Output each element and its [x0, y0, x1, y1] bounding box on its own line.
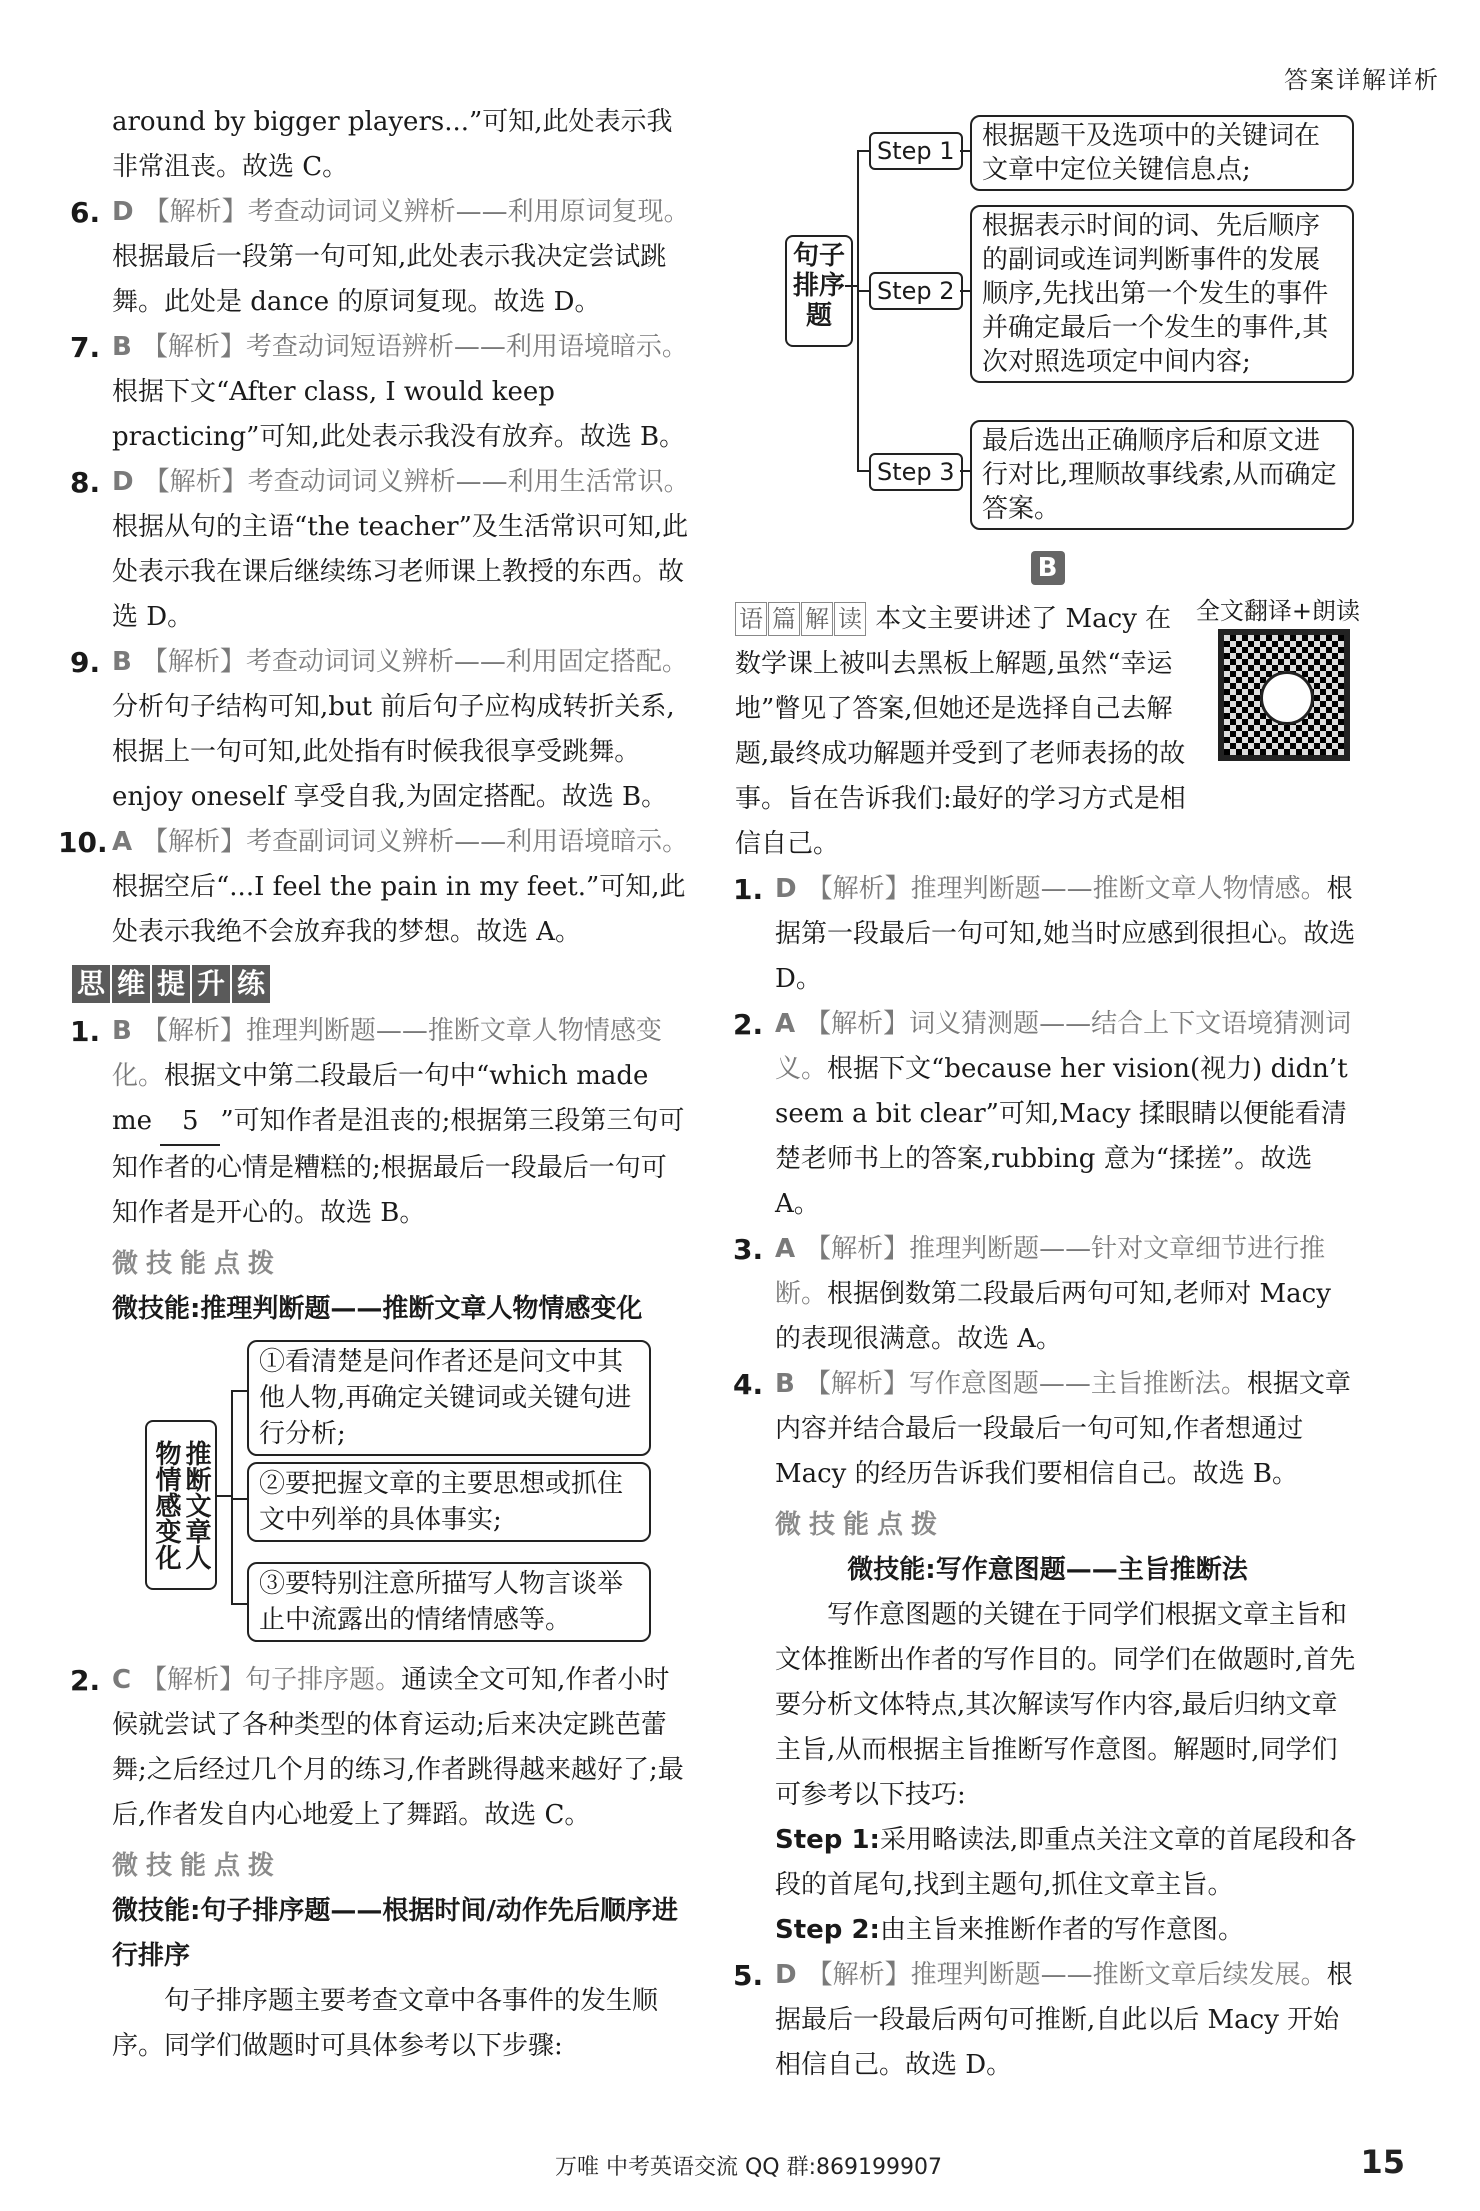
- tip-text: 写作意图题的关键在于同学们根据文章主旨和文体推断出作者的写作目的。同学们在做题时,首先要分析文体特点,其次解读写作内容,最后归纳文章主旨,从而根据主旨推断写作意图。解题时,同学们可参考以下技巧:: [775, 1600, 1356, 1810]
- connector: [857, 150, 859, 470]
- item-number: 6.: [70, 196, 101, 229]
- item-number: 1.: [70, 1015, 101, 1048]
- answer-letter: B: [775, 1369, 795, 1399]
- item-number: 7.: [70, 331, 101, 364]
- diagram-box-text: ①看清楚是问作者还是问文中其他人物,再确定关键词或关键句进行分析;: [259, 1347, 632, 1449]
- analysis-tag: 【解析】推理判断题——推断文章人物情感。: [806, 874, 1327, 904]
- analysis-tag: 【解析】推理判断题——推断文章后续发展。: [806, 1960, 1327, 1990]
- tip-step-text: 采用略读法,即重点关注文章的首尾段和各段的首尾句,找到主题句,抓住文章主旨。: [775, 1825, 1357, 1900]
- answer-item-6: [72, 190, 692, 325]
- answer-letter: D: [112, 467, 134, 497]
- analysis-tag: 【解析】词义猜测题——结合上下文语境猜测词义。: [775, 1009, 1352, 1084]
- reading-text: 本文主要讲述了 Macy 在数学课上被叫去黑板上解题,虽然“幸运地”瞥见了答案,但她还是选择自己去解题,最终成功解题并受到了老师表扬的故事。旨在告诉我们:最好的学习方式是相信自己。: [735, 604, 1186, 859]
- tip-step-1: [735, 1818, 1360, 1908]
- connector: [231, 1390, 247, 1392]
- tip-heading: 微技能点拨: [112, 1851, 283, 1881]
- page-number: 15: [1360, 2143, 1405, 2181]
- answer-item-9: [72, 640, 692, 820]
- analysis-text: 根据最后一段最后两句可推断,自此以后 Macy 开始相信自己。故选 D。: [775, 1960, 1353, 2080]
- step-text: 最后选出正确顺序后和原文进行对比,理顺故事线索,从而确定答案。: [982, 426, 1337, 524]
- reading-tag-char: 读: [834, 602, 866, 636]
- tip-text: 句子排序题主要考查文章中各事件的发生顺序。同学们做题时可具体参考以下步骤:: [112, 1986, 659, 2061]
- footer: [0, 2141, 1480, 2181]
- diagram-box-text: ③要特别注意所描写人物言谈举止中流露出的情绪情感等。: [259, 1569, 624, 1635]
- tip-step-text: 由主旨来推断作者的写作意图。: [879, 1915, 1244, 1945]
- reading-block: [735, 597, 1360, 867]
- section-b-badge: B: [1031, 551, 1065, 585]
- step-box-1: [970, 115, 1354, 191]
- analysis-text: 根据最后一段第一句可知,此处表示我决定尝试跳舞。此处是 dance 的原词复现。故选 D。: [112, 242, 667, 317]
- answer-letter: A: [775, 1009, 796, 1039]
- connector: [845, 285, 857, 287]
- diagram-box-3: [247, 1562, 651, 1642]
- answer-letter: D: [775, 874, 797, 904]
- item-number: 9.: [70, 646, 101, 679]
- section-char: 思: [72, 965, 110, 1003]
- connector: [960, 290, 970, 292]
- reading-tag-char: 篇: [768, 602, 800, 636]
- step-box-2: [970, 205, 1354, 383]
- analysis-tag: 【解析】考查动词词义辨析——利用原词复现。: [143, 197, 690, 227]
- section-char: 升: [192, 965, 230, 1003]
- check-icon: [1260, 671, 1314, 725]
- answer-letter: D: [112, 197, 134, 227]
- analysis-text: 根据第一段最后一句可知,她当时应感到很担心。故选 D。: [775, 874, 1356, 994]
- step-label-3: Step 3: [869, 453, 963, 491]
- analysis-tag: 【解析】考查动词短语辨析——利用语境暗示。: [141, 332, 688, 362]
- answer-item-b3: [735, 1227, 1360, 1362]
- analysis-tag: 【解析】考查副词词义辨析——利用语境暗示。: [142, 827, 689, 857]
- answer-letter: B: [112, 332, 132, 362]
- qr-label: 全文翻译+朗读: [1195, 597, 1360, 625]
- blank-number: 5: [160, 1099, 220, 1146]
- right-column: [735, 115, 1360, 2088]
- reading-tag-char: 解: [801, 602, 833, 636]
- connector: [857, 470, 869, 472]
- section-b-wrap: [735, 546, 1360, 591]
- section-title: [72, 965, 272, 1003]
- step-text: 根据题干及选项中的关键词在文章中定位关键信息点;: [982, 121, 1321, 185]
- analysis-text: 通读全文可知,作者小时候就尝试了各种类型的体育运动;后来决定跳芭蕾舞;之后经过几个月的练习,作者跳得越来越好了;最后,作者发自内心地爱上了舞蹈。故选 C。: [112, 1665, 684, 1830]
- answer-item-7: [72, 325, 692, 460]
- tip-step-label: Step 1:: [775, 1825, 880, 1855]
- tip-title: 微技能:写作意图题——主旨推断法: [847, 1555, 1248, 1585]
- section-char: 练: [232, 965, 270, 1003]
- answer-item-10: [58, 820, 692, 955]
- answer-item-b1: [735, 867, 1360, 1002]
- section-char: 提: [152, 965, 190, 1003]
- analysis-tag: 【解析】考查动词词义辨析——利用生活常识。: [143, 467, 690, 497]
- tip-step-label: Step 2:: [775, 1915, 880, 1945]
- answer-item-b4: [735, 1362, 1360, 1497]
- connector: [960, 150, 970, 152]
- reading-tag: [735, 604, 867, 634]
- connector: [857, 150, 869, 152]
- item-number: 3.: [733, 1233, 764, 1266]
- connector: [857, 290, 869, 292]
- ordering-diagram: [735, 115, 1360, 540]
- analysis-text: 根据空后“...I feel the pain in my feet.”可知,此处表示我绝不会放弃我的梦想。故选 A。: [112, 872, 686, 947]
- answer-item-t1: [72, 1009, 692, 1236]
- answer-letter: A: [112, 827, 133, 857]
- item-number: 5.: [733, 1959, 764, 1992]
- item-number: 2.: [70, 1664, 101, 1697]
- answer-item-b2: [735, 1002, 1360, 1227]
- diagram-box-text: ②要把握文章的主要思想或抓住文中列举的具体事实;: [259, 1469, 624, 1535]
- answer-letter: A: [775, 1234, 796, 1264]
- diagram-center-box: [145, 1420, 217, 1590]
- diagram-box-1: [247, 1340, 651, 1456]
- item-number: 10.: [58, 826, 108, 859]
- analysis-text-b: ”可知作者是沮丧的;根据第三段第三句可知作者的心情是糟糕的;根据最后一段最后一句可知作者是开心的。故选 B。: [112, 1106, 685, 1228]
- analysis-text-a: 根据文中第二段最后一句中“which made me: [112, 1061, 649, 1136]
- emotion-diagram: [72, 1340, 692, 1640]
- diagram-box-2: [247, 1462, 651, 1542]
- answer-letter: B: [112, 1016, 132, 1046]
- step-label-1: Step 1: [869, 132, 963, 170]
- header-tag: 答案详解详析: [1284, 66, 1440, 94]
- answer-letter: D: [775, 1960, 797, 1990]
- reading-tag-char: 语: [735, 602, 767, 636]
- answer-item-t2: [72, 1658, 692, 1838]
- analysis-tag: 【解析】考查动词词义辨析——利用固定搭配。: [141, 647, 688, 677]
- tip-heading: 微技能点拨: [112, 1249, 283, 1279]
- item-number: 2.: [733, 1008, 764, 1041]
- qr-code-icon[interactable]: [1218, 629, 1350, 761]
- connector: [231, 1498, 247, 1500]
- answer-letter: B: [112, 647, 132, 677]
- diagram-center-box: [785, 235, 853, 347]
- analysis-tag: 【解析】写作意图题——主旨推断法。: [804, 1369, 1247, 1399]
- analysis-tag: 【解析】句子排序题。: [141, 1665, 402, 1695]
- item-number: 8.: [70, 466, 101, 499]
- analysis-text: 根据文章内容并结合最后一段最后一句可知,作者想通过 Macy 的经历告诉我们要相信自己。故选 B。: [775, 1369, 1351, 1489]
- item-number: 1.: [733, 873, 764, 906]
- analysis-text: 根据倒数第二段最后两句可知,老师对 Macy 的表现很满意。故选 A。: [775, 1279, 1331, 1354]
- step-box-3: [970, 420, 1354, 530]
- tip-heading: 微技能点拨: [775, 1510, 946, 1540]
- answer-item-8: [72, 460, 692, 640]
- connector: [231, 1603, 247, 1605]
- answer-letter: C: [112, 1665, 132, 1695]
- diagram-center-text: 推断文章人物情感变化: [151, 1440, 211, 1570]
- step-text: 根据表示时间的词、先后顺序的副词或连词判断事件的发展顺序,先找出第一个发生的事件并确定最后一个发生的事件,其次对照选项定中间内容;: [982, 211, 1329, 377]
- left-column: [58, 100, 692, 2069]
- analysis-tag: 【解析】推理判断题——针对文章细节进行推断。: [775, 1234, 1326, 1309]
- analysis-text: 根据下文“because her vision(视力) didn’t seem a bit clear”可知,Macy 揉眼睛以便能看清楚老师书上的答案,rubbing 意为“揉搓”。故选 A。: [775, 1054, 1348, 1219]
- connector: [215, 1495, 231, 1497]
- analysis-tag: 【解析】推理判断题——推断文章人物情感变化。: [112, 1016, 662, 1091]
- tip-step-2: [735, 1908, 1360, 1953]
- tip-title: 微技能:句子排序题——根据时间/动作先后顺序进行排序: [112, 1896, 678, 1971]
- connector: [960, 470, 970, 472]
- footer-brand: 万唯 中考英语交流 QQ 群:869199907: [555, 2155, 942, 2180]
- analysis-text: 根据从句的主语“the teacher”及生活常识可知,此处表示我在课后继续练习老师课上教授的东西。故选 D。: [112, 512, 689, 632]
- section-char: 维: [112, 965, 150, 1003]
- item-number: 4.: [733, 1368, 764, 1401]
- analysis-text: 分析句子结构可知,but 前后句子应构成转折关系,根据上一句可知,此处指有时候我很享受跳舞。enjoy oneself 享受自我,为固定搭配。故选 B。: [112, 692, 675, 812]
- tip-title: 微技能:推理判断题——推断文章人物情感变化: [112, 1294, 643, 1324]
- diagram-center-text: 句子排序题: [792, 241, 845, 331]
- step-label-2: Step 2: [869, 272, 963, 310]
- intro-text: around by bigger players...”可知,此处表示我非常沮丧。故选 C。: [112, 107, 673, 182]
- analysis-text: 根据下文“After class, I would keep practicing”可知,此处表示我没有放弃。故选 B。: [112, 377, 686, 452]
- answer-item-b5: [735, 1953, 1360, 2088]
